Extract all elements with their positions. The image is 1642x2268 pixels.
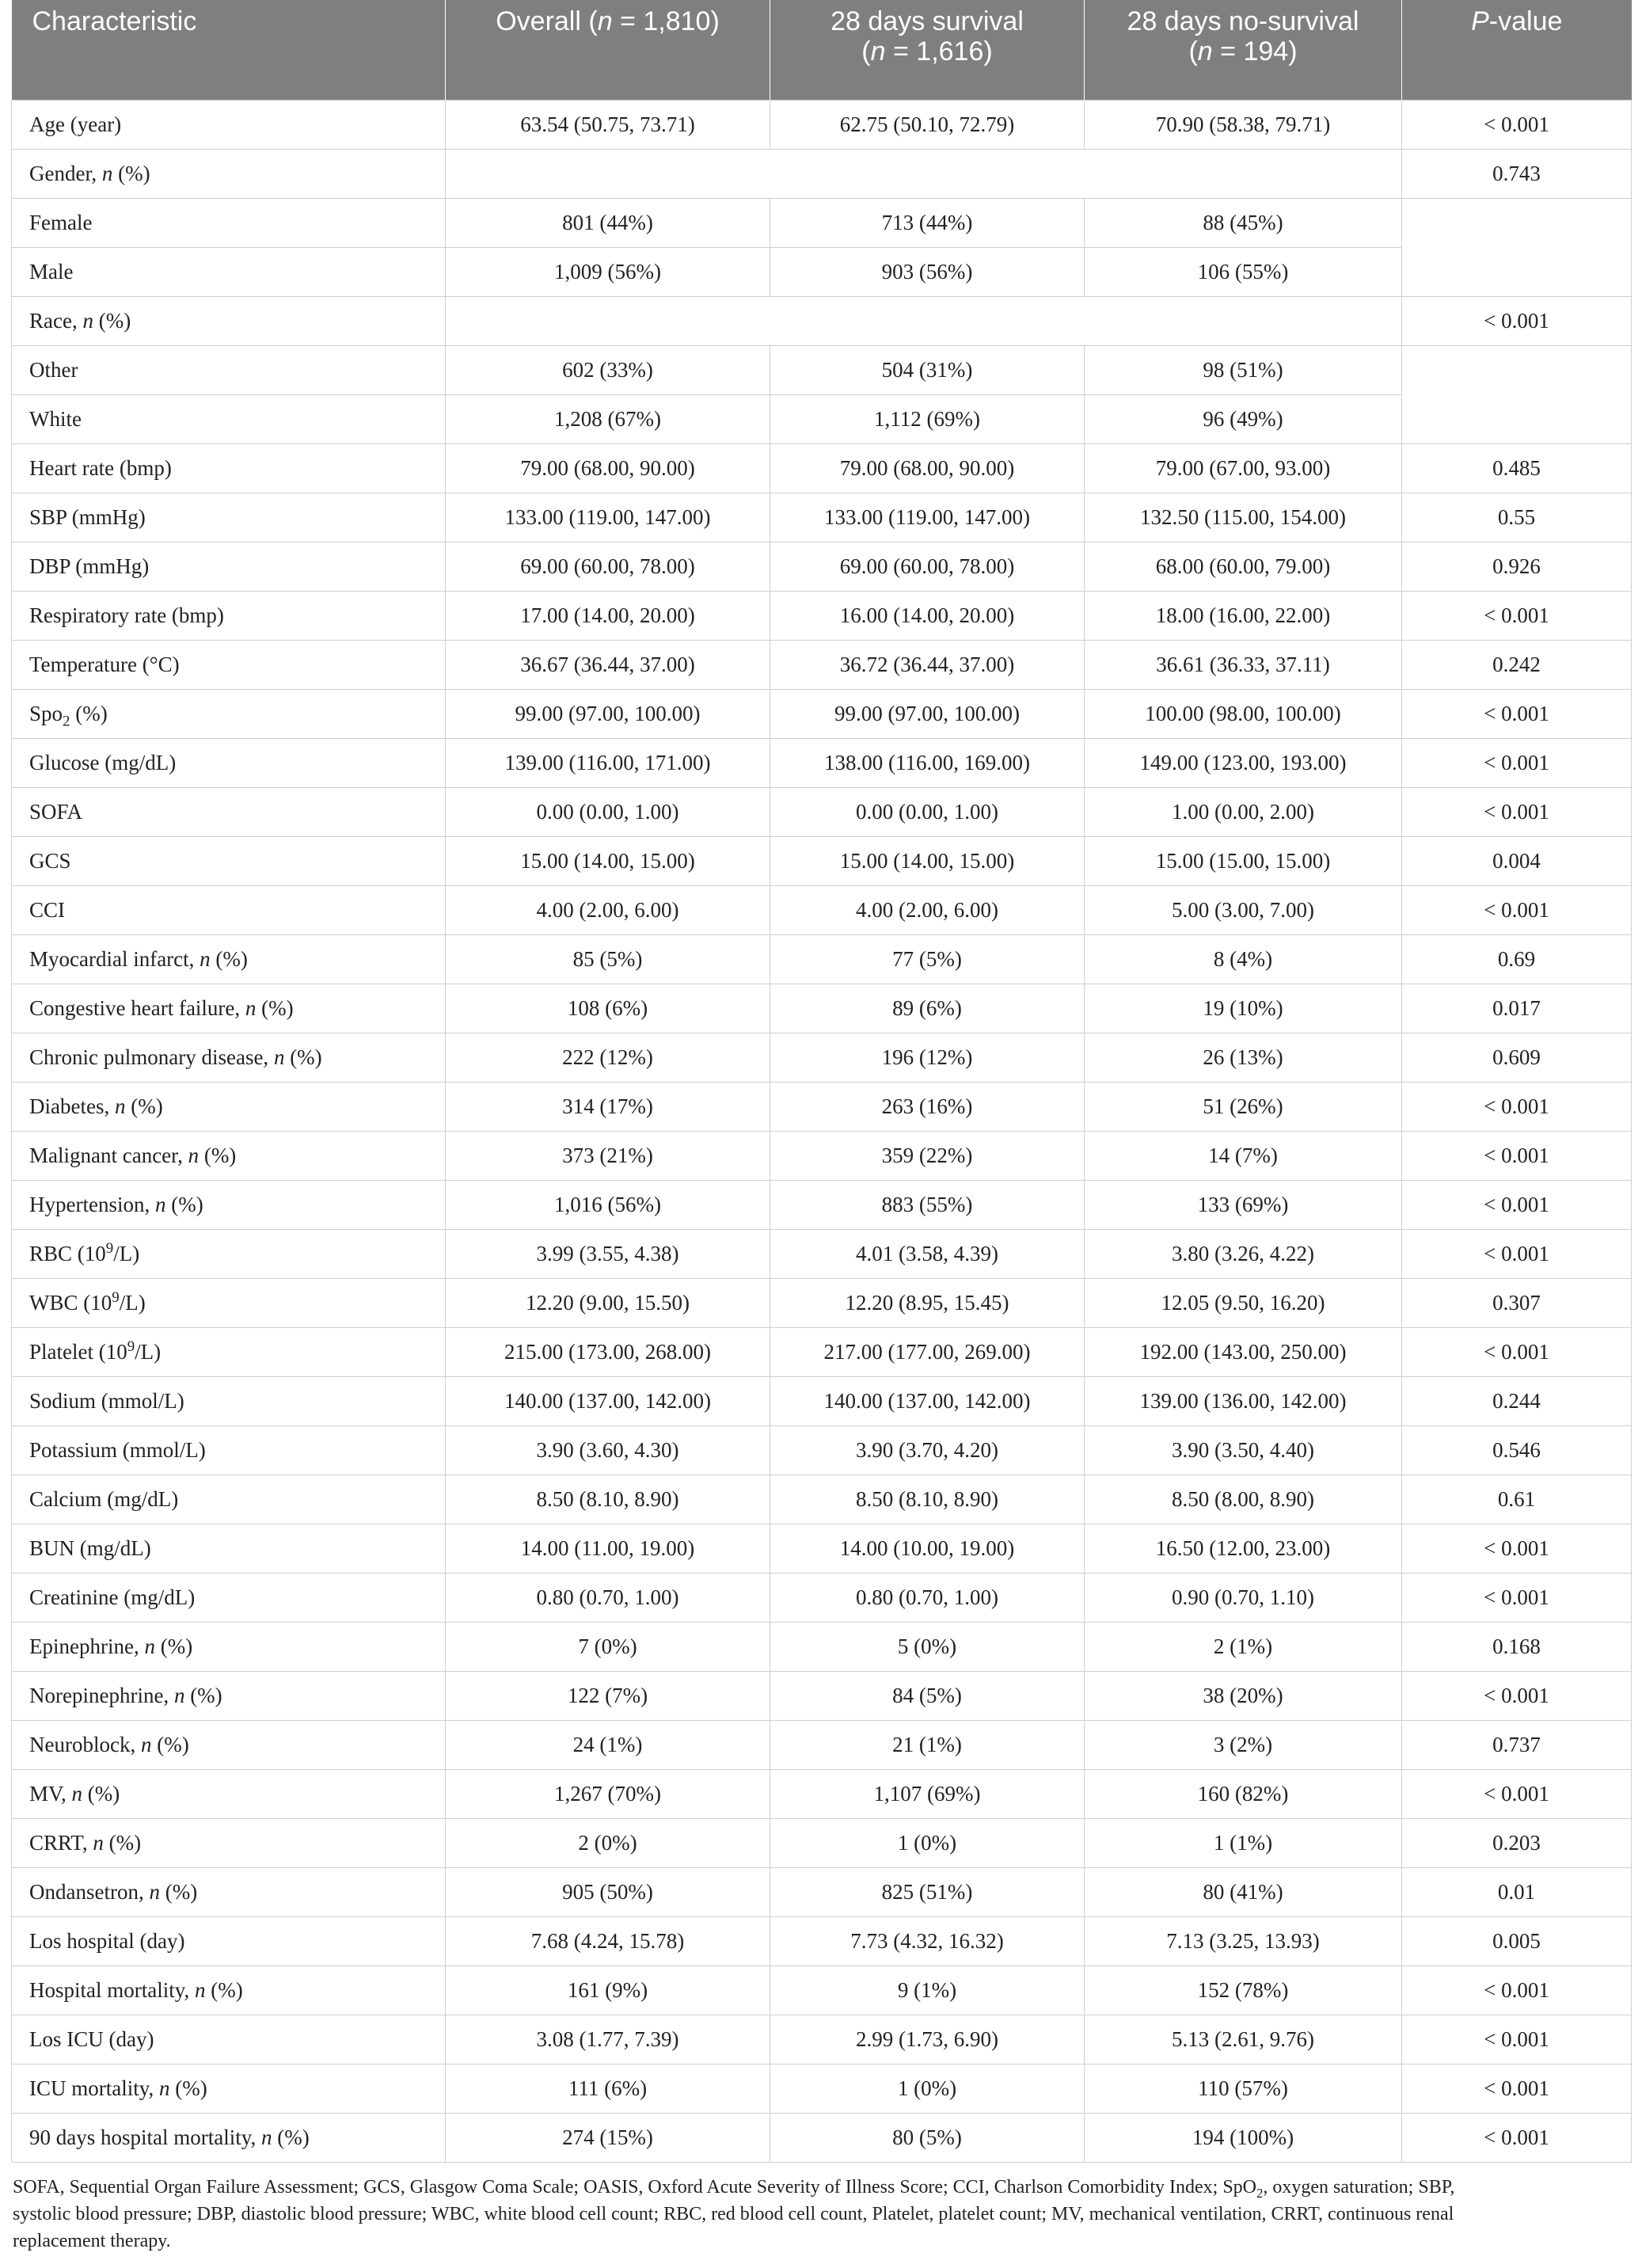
cell-nosurvival: 36.61 (36.33, 37.11) (1085, 640, 1402, 689)
row-label: Race, n (%) (12, 296, 446, 345)
cell-survival: 4.00 (2.00, 6.00) (770, 885, 1085, 934)
row-label: Hospital mortality, n (%) (12, 1965, 446, 2015)
cell-overall: 108 (6%) (446, 984, 770, 1033)
cell-pvalue: < 0.001 (1402, 1229, 1632, 1278)
cell-survival: 77 (5%) (770, 934, 1085, 984)
cell-nosurvival: 12.05 (9.50, 16.20) (1085, 1278, 1402, 1327)
cell-pvalue: 0.203 (1402, 1818, 1632, 1867)
cell-pvalue: < 0.001 (1402, 2064, 1632, 2113)
table-row (12, 198, 1632, 247)
table-row (12, 787, 1632, 836)
row-label: BUN (mg/dL) (12, 1524, 446, 1573)
table-row (12, 1867, 1632, 1916)
cell-nosurvival: 8 (4%) (1085, 934, 1402, 984)
table-row (12, 2015, 1632, 2064)
cell-nosurvival: 79.00 (67.00, 93.00) (1085, 443, 1402, 493)
table-row (12, 1425, 1632, 1475)
cell-pvalue: 0.485 (1402, 443, 1632, 493)
cell-overall: 15.00 (14.00, 15.00) (446, 836, 770, 885)
cell-survival: 217.00 (177.00, 269.00) (770, 1327, 1085, 1376)
cell-pvalue: < 0.001 (1402, 100, 1632, 149)
cell-overall: 36.67 (36.44, 37.00) (446, 640, 770, 689)
cell-overall: 69.00 (60.00, 78.00) (446, 542, 770, 591)
row-label: Los hospital (day) (12, 1916, 446, 1965)
characteristics-table (11, 0, 1632, 2163)
cell-pvalue: < 0.001 (1402, 689, 1632, 738)
cell-survival: 14.00 (10.00, 19.00) (770, 1524, 1085, 1573)
row-label: Ondansetron, n (%) (12, 1867, 446, 1916)
cell-survival: 5 (0%) (770, 1622, 1085, 1671)
row-label: CRRT, n (%) (12, 1818, 446, 1867)
header-row (12, 0, 1632, 100)
cell-survival: 80 (5%) (770, 2113, 1085, 2162)
table-row (12, 345, 1632, 394)
cell-survival: 2.99 (1.73, 6.90) (770, 2015, 1085, 2064)
cell-nosurvival: 152 (78%) (1085, 1965, 1402, 2015)
row-label: Hypertension, n (%) (12, 1180, 446, 1229)
row-label: Heart rate (bmp) (12, 443, 446, 493)
cell-pvalue: 0.737 (1402, 1720, 1632, 1769)
header-nosurvival (1085, 0, 1402, 100)
row-label: GCS (12, 836, 446, 885)
row-label: Epinephrine, n (%) (12, 1622, 446, 1671)
cell-pvalue: < 0.001 (1402, 1131, 1632, 1180)
footnote-line: SOFA, Sequential Organ Failure Assessment; GCS, Glasgow Coma Scale; OASIS, Oxford Acute Severity of Illness Score; CCI, Charlson Comorbidity Index; SpO$_2$, oxygen saturation; SBP, (13, 2176, 1455, 2201)
cell-nosurvival: 7.13 (3.25, 13.93) (1085, 1916, 1402, 1965)
cell-nosurvival: 160 (82%) (1085, 1769, 1402, 1818)
cell-pvalue: < 0.001 (1402, 1965, 1632, 2015)
cell-pvalue: 0.017 (1402, 984, 1632, 1033)
row-label: Congestive heart failure, n (%) (12, 984, 446, 1033)
row-label: RBC $(10^9/L)$ (12, 1229, 446, 1278)
cell-nosurvival: 19 (10%) (1085, 984, 1402, 1033)
cell-survival: 0.00 (0.00, 1.00) (770, 787, 1085, 836)
cell-overall: 99.00 (97.00, 100.00) (446, 689, 770, 738)
cell-pvalue: 0.004 (1402, 836, 1632, 885)
row-label: Diabetes, n (%) (12, 1082, 446, 1131)
table-row (12, 934, 1632, 984)
row-label: Female (12, 198, 446, 247)
table-row (12, 738, 1632, 787)
cell-survival: 196 (12%) (770, 1033, 1085, 1082)
cell-pvalue: 0.55 (1402, 493, 1632, 542)
table-row (12, 2064, 1632, 2113)
cell-overall: 3.90 (3.60, 4.30) (446, 1425, 770, 1475)
cell-survival: 138.00 (116.00, 169.00) (770, 738, 1085, 787)
row-label: Malignant cancer, n (%) (12, 1131, 446, 1180)
cell-pvalue: 0.242 (1402, 640, 1632, 689)
cell-overall: 314 (17%) (446, 1082, 770, 1131)
cell-pvalue-empty (1402, 198, 1632, 296)
table-row (12, 100, 1632, 149)
row-label: Potassium (mmol/L) (12, 1425, 446, 1475)
table-row (12, 296, 1632, 345)
cell-pvalue: < 0.001 (1402, 787, 1632, 836)
cell-nosurvival: 1.00 (0.00, 2.00) (1085, 787, 1402, 836)
cell-survival: 62.75 (50.10, 72.79) (770, 100, 1085, 149)
row-label: Male (12, 247, 446, 296)
header-survival-line2: (n = 1,616) (861, 36, 993, 67)
cell-overall: 1,208 (67%) (446, 394, 770, 443)
cell-pvalue: < 0.001 (1402, 1082, 1632, 1131)
cell-overall: 274 (15%) (446, 2113, 770, 2162)
cell-survival: 21 (1%) (770, 1720, 1085, 1769)
cell-overall: 1,009 (56%) (446, 247, 770, 296)
footnote-line: systolic blood pressure; DBP, diastolic blood pressure; WBC, white blood cell count; RBC, red blood cell count, Platelet, platelet count; MV, mechanical ventilation, CRRT, continuous renal (13, 2203, 1454, 2224)
cell-overall: 905 (50%) (446, 1867, 770, 1916)
row-label: Gender, n (%) (12, 149, 446, 198)
footnote-line: replacement therapy. (13, 2230, 171, 2251)
table-row (12, 1720, 1632, 1769)
header-overall: Overall (n = 1,810) (446, 0, 770, 100)
row-label: Temperature (°C) (12, 640, 446, 689)
cell-survival: 263 (16%) (770, 1082, 1085, 1131)
row-label: Neuroblock, n (%) (12, 1720, 446, 1769)
cell-survival: 7.73 (4.32, 16.32) (770, 1916, 1085, 1965)
table-row (12, 1965, 1632, 2015)
cell-survival: 9 (1%) (770, 1965, 1085, 2015)
header-survival-line1: 28 days survival (831, 6, 1024, 36)
cell-nosurvival: 5.13 (2.61, 9.76) (1085, 2015, 1402, 2064)
cell-pvalue: < 0.001 (1402, 591, 1632, 640)
table-row (12, 1131, 1632, 1180)
table-row (12, 1180, 1632, 1229)
cell-survival: 1 (0%) (770, 1818, 1085, 1867)
cell-survival: 99.00 (97.00, 100.00) (770, 689, 1085, 738)
cell-overall: 3.99 (3.55, 4.38) (446, 1229, 770, 1278)
cell-overall: 140.00 (137.00, 142.00) (446, 1376, 770, 1425)
table-row (12, 1769, 1632, 1818)
cell-pvalue: 0.168 (1402, 1622, 1632, 1671)
cell-pvalue: 0.005 (1402, 1916, 1632, 1965)
cell-pvalue: < 0.001 (1402, 1180, 1632, 1229)
table-row (12, 1327, 1632, 1376)
table-row (12, 1622, 1632, 1671)
table-row (12, 591, 1632, 640)
table-row (12, 443, 1632, 493)
cell-pvalue: 0.926 (1402, 542, 1632, 591)
table-row (12, 640, 1632, 689)
cell-nosurvival: 100.00 (98.00, 100.00) (1085, 689, 1402, 738)
header-nosurvival-line1: 28 days no-survival (1127, 6, 1359, 36)
cell-nosurvival: 16.50 (12.00, 23.00) (1085, 1524, 1402, 1573)
row-label: Myocardial infarct, n (%) (12, 934, 446, 984)
header-pvalue: P-value (1402, 0, 1632, 100)
cell-overall: 63.54 (50.75, 73.71) (446, 100, 770, 149)
table-row (12, 689, 1632, 738)
cell-pvalue: 0.69 (1402, 934, 1632, 984)
cell-survival: 84 (5%) (770, 1671, 1085, 1720)
row-label: White (12, 394, 446, 443)
cell-pvalue: < 0.001 (1402, 1573, 1632, 1622)
cell-nosurvival: 98 (51%) (1085, 345, 1402, 394)
table-body (12, 100, 1632, 2162)
table-row (12, 2113, 1632, 2162)
cell-nosurvival: 18.00 (16.00, 22.00) (1085, 591, 1402, 640)
cell-pvalue: < 0.001 (1402, 1327, 1632, 1376)
cell-nosurvival: 88 (45%) (1085, 198, 1402, 247)
cell-survival: 8.50 (8.10, 8.90) (770, 1475, 1085, 1524)
cell-nosurvival: 110 (57%) (1085, 2064, 1402, 2113)
cell-nosurvival: 51 (26%) (1085, 1082, 1402, 1131)
cell-pvalue: < 0.001 (1402, 1671, 1632, 1720)
cell-nosurvival: 70.90 (58.38, 79.71) (1085, 100, 1402, 149)
cell-overall: 7 (0%) (446, 1622, 770, 1671)
row-label: CCI (12, 885, 446, 934)
cell-overall: 3.08 (1.77, 7.39) (446, 2015, 770, 2064)
row-label: Age (year) (12, 100, 446, 149)
header-characteristic: Characteristic (12, 0, 446, 100)
table-row (12, 885, 1632, 934)
table-row (12, 1475, 1632, 1524)
cell-nosurvival: 132.50 (115.00, 154.00) (1085, 493, 1402, 542)
cell-nosurvival: 2 (1%) (1085, 1622, 1402, 1671)
cell-overall: 0.00 (0.00, 1.00) (446, 787, 770, 836)
cell-nosurvival: 14 (7%) (1085, 1131, 1402, 1180)
table-row (12, 1916, 1632, 1965)
cell-overall: 122 (7%) (446, 1671, 770, 1720)
table-row (12, 394, 1632, 443)
table-row (12, 1671, 1632, 1720)
cell-survival: 12.20 (8.95, 15.45) (770, 1278, 1085, 1327)
cell-survival: 140.00 (137.00, 142.00) (770, 1376, 1085, 1425)
cell-nosurvival: 3.80 (3.26, 4.22) (1085, 1229, 1402, 1278)
cell-nosurvival: 80 (41%) (1085, 1867, 1402, 1916)
cell-overall: 222 (12%) (446, 1033, 770, 1082)
cell-pvalue: < 0.001 (1402, 296, 1632, 345)
table-row (12, 1082, 1632, 1131)
cell-survival: 504 (31%) (770, 345, 1085, 394)
cell-nosurvival: 5.00 (3.00, 7.00) (1085, 885, 1402, 934)
table-row (12, 836, 1632, 885)
row-label: Glucose (mg/dL) (12, 738, 446, 787)
row-label: MV, n (%) (12, 1769, 446, 1818)
table-row (12, 1573, 1632, 1622)
cell-overall: 111 (6%) (446, 2064, 770, 2113)
cell-nosurvival: 3.90 (3.50, 4.40) (1085, 1425, 1402, 1475)
row-label: Chronic pulmonary disease, n (%) (12, 1033, 446, 1082)
table-row (12, 247, 1632, 296)
cell-nosurvival: 96 (49%) (1085, 394, 1402, 443)
cell-survival: 1,107 (69%) (770, 1769, 1085, 1818)
row-label: Sodium (mmol/L) (12, 1376, 446, 1425)
cell-nosurvival: 194 (100%) (1085, 2113, 1402, 2162)
cell-nosurvival: 192.00 (143.00, 250.00) (1085, 1327, 1402, 1376)
cell-overall: 14.00 (11.00, 19.00) (446, 1524, 770, 1573)
row-label: SBP (mmHg) (12, 493, 446, 542)
group-blank-cell (446, 149, 1402, 198)
cell-nosurvival: 26 (13%) (1085, 1033, 1402, 1082)
cell-pvalue: 0.307 (1402, 1278, 1632, 1327)
row-label: Respiratory rate (bmp) (12, 591, 446, 640)
row-label: Other (12, 345, 446, 394)
cell-pvalue: < 0.001 (1402, 1524, 1632, 1573)
cell-nosurvival: 68.00 (60.00, 79.00) (1085, 542, 1402, 591)
table-row (12, 1524, 1632, 1573)
cell-pvalue: 0.244 (1402, 1376, 1632, 1425)
cell-survival: 1,112 (69%) (770, 394, 1085, 443)
cell-overall: 1,267 (70%) (446, 1769, 770, 1818)
cell-survival: 133.00 (119.00, 147.00) (770, 493, 1085, 542)
cell-survival: 825 (51%) (770, 1867, 1085, 1916)
cell-survival: 1 (0%) (770, 2064, 1085, 2113)
table-row (12, 1033, 1632, 1082)
header-nosurvival-line2: (n = 194) (1188, 36, 1298, 67)
cell-overall: 602 (33%) (446, 345, 770, 394)
row-label: ICU mortality, n (%) (12, 2064, 446, 2113)
cell-pvalue: < 0.001 (1402, 1769, 1632, 1818)
cell-survival: 79.00 (68.00, 90.00) (770, 443, 1085, 493)
cell-nosurvival: 0.90 (0.70, 1.10) (1085, 1573, 1402, 1622)
table-row (12, 542, 1632, 591)
cell-overall: 1,016 (56%) (446, 1180, 770, 1229)
cell-overall: 373 (21%) (446, 1131, 770, 1180)
cell-nosurvival: 139.00 (136.00, 142.00) (1085, 1376, 1402, 1425)
row-label: Calcium (mg/dL) (12, 1475, 446, 1524)
cell-pvalue: < 0.001 (1402, 2113, 1632, 2162)
cell-overall: 139.00 (116.00, 171.00) (446, 738, 770, 787)
row-label: Los ICU (day) (12, 2015, 446, 2064)
cell-pvalue: 0.61 (1402, 1475, 1632, 1524)
row-label: Creatinine (mg/dL) (12, 1573, 446, 1622)
cell-overall: 0.80 (0.70, 1.00) (446, 1573, 770, 1622)
cell-overall: 161 (9%) (446, 1965, 770, 2015)
cell-overall: 8.50 (8.10, 8.90) (446, 1475, 770, 1524)
cell-pvalue: < 0.001 (1402, 2015, 1632, 2064)
row-label: DBP (mmHg) (12, 542, 446, 591)
cell-nosurvival: 1 (1%) (1085, 1818, 1402, 1867)
table-container (11, 0, 1631, 2255)
cell-survival: 883 (55%) (770, 1180, 1085, 1229)
cell-survival: 36.72 (36.44, 37.00) (770, 640, 1085, 689)
table-row (12, 1278, 1632, 1327)
cell-pvalue: < 0.001 (1402, 885, 1632, 934)
cell-survival: 713 (44%) (770, 198, 1085, 247)
cell-nosurvival: 149.00 (123.00, 193.00) (1085, 738, 1402, 787)
table-row (12, 149, 1632, 198)
cell-overall: 801 (44%) (446, 198, 770, 247)
table-row (12, 493, 1632, 542)
cell-overall: 7.68 (4.24, 15.78) (446, 1916, 770, 1965)
row-label: 90 days hospital mortality, n (%) (12, 2113, 446, 2162)
cell-survival: 89 (6%) (770, 984, 1085, 1033)
cell-pvalue: 0.546 (1402, 1425, 1632, 1475)
cell-survival: 0.80 (0.70, 1.00) (770, 1573, 1085, 1622)
cell-survival: 69.00 (60.00, 78.00) (770, 542, 1085, 591)
cell-overall: 215.00 (173.00, 268.00) (446, 1327, 770, 1376)
cell-pvalue: 0.743 (1402, 149, 1632, 198)
table-footnote (11, 2174, 1631, 2255)
cell-overall: 24 (1%) (446, 1720, 770, 1769)
row-label: Spo$_2$ (%) (12, 689, 446, 738)
cell-nosurvival: 133 (69%) (1085, 1180, 1402, 1229)
cell-survival: 3.90 (3.70, 4.20) (770, 1425, 1085, 1475)
row-label: SOFA (12, 787, 446, 836)
row-label: WBC $(10^9/L)$ (12, 1278, 446, 1327)
cell-overall: 133.00 (119.00, 147.00) (446, 493, 770, 542)
header-survival (770, 0, 1085, 100)
group-blank-cell (446, 296, 1402, 345)
cell-nosurvival: 106 (55%) (1085, 247, 1402, 296)
row-label: Platelet $(10^9/L)$ (12, 1327, 446, 1376)
cell-pvalue: 0.01 (1402, 1867, 1632, 1916)
cell-pvalue: 0.609 (1402, 1033, 1632, 1082)
cell-overall: 4.00 (2.00, 6.00) (446, 885, 770, 934)
cell-survival: 903 (56%) (770, 247, 1085, 296)
cell-nosurvival: 38 (20%) (1085, 1671, 1402, 1720)
cell-survival: 359 (22%) (770, 1131, 1085, 1180)
table-row (12, 984, 1632, 1033)
table-row (12, 1818, 1632, 1867)
table-row (12, 1229, 1632, 1278)
table-row (12, 1376, 1632, 1425)
cell-pvalue: < 0.001 (1402, 738, 1632, 787)
cell-survival: 4.01 (3.58, 4.39) (770, 1229, 1085, 1278)
cell-pvalue-empty (1402, 345, 1632, 443)
cell-survival: 15.00 (14.00, 15.00) (770, 836, 1085, 885)
cell-overall: 2 (0%) (446, 1818, 770, 1867)
cell-nosurvival: 8.50 (8.00, 8.90) (1085, 1475, 1402, 1524)
row-label: Norepinephrine, n (%) (12, 1671, 446, 1720)
cell-overall: 17.00 (14.00, 20.00) (446, 591, 770, 640)
cell-overall: 12.20 (9.00, 15.50) (446, 1278, 770, 1327)
cell-nosurvival: 3 (2%) (1085, 1720, 1402, 1769)
cell-nosurvival: 15.00 (15.00, 15.00) (1085, 836, 1402, 885)
cell-overall: 85 (5%) (446, 934, 770, 984)
cell-overall: 79.00 (68.00, 90.00) (446, 443, 770, 493)
cell-survival: 16.00 (14.00, 20.00) (770, 591, 1085, 640)
